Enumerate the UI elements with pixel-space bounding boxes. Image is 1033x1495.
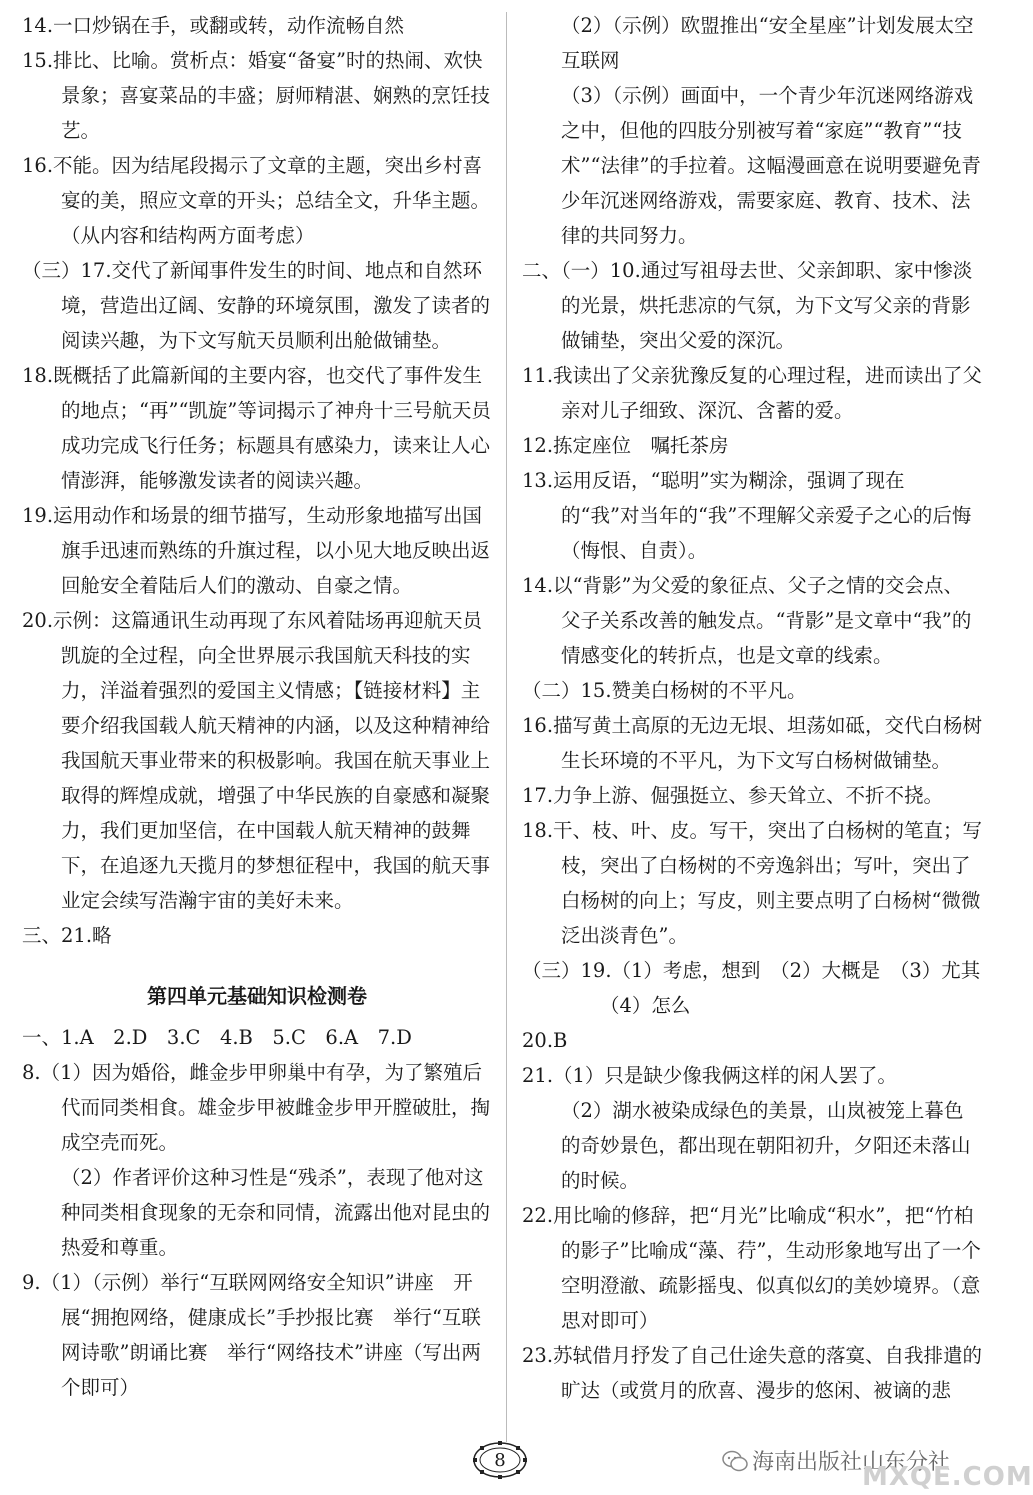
answer-item: 17.力争上游、倔强挺立、参天耸立、不折不挠。 [522,784,944,807]
answer-item: 20.示例：这篇通讯生动再现了东风着陆场再迎航天员凯旋的全过程，向全世界展示我国航天科技的实力，洋溢着强烈的爱国主义情感；【链接材料】主要介绍我国载人航天精神的内涵，以及这种精神给我国航天事业带来的积极影响。我国在航天事业上取得的辉煌成就，增强了中华民族的自豪感和凝聚力，我们更加坚信，在中国载人航天精神的鼓舞下，在追逐九天揽月的梦想征程中，我国的航天事业定会续写浩瀚宇宙的美好未来。 [22,609,491,912]
answer-item: 20.B [522,1029,568,1052]
answer-item: 23.苏轼借月抒发了自己仕途失意的落寞、自我排遣的旷达（或赏月的欣喜、漫步的悠闲、被谪的悲 [522,1344,983,1402]
answer-item: 16.不能。因为结尾段揭示了文章的主题，突出乡村喜宴的美，照应文章的开头；总结全文，升华主题。（从内容和结构两方面考虑） [22,154,491,247]
answer-item: 16.描写黄土高原的无边无垠、坦荡如砥，交代白杨树生长环境的不平凡，为下文写白杨树做铺垫。 [522,714,983,772]
answer-item: 18.既概括了此篇新闻的主要内容，也交代了事件发生的地点；“再”“凯旋”等词揭示了神舟十三号航天员成功完成飞行任务；标题具有感染力，读来让人心情澎湃，能够激发读者的阅读兴趣。 [22,364,491,492]
left-column [22,8,492,1405]
answer-item: 14.一口炒锅在手，或翻或转，动作流畅自然 [22,14,405,37]
answer-item: （3）（示例）画面中，一个青少年沉迷网络游戏之中，但他的四肢分别被写着“家庭”“教育”“技术”“法律”的手拉着。这幅漫画意在说明要避免青少年沉迷网络游戏，需要家庭、教育、技术、法律的共同努力。 [561,84,981,247]
answer-item: 21.（1）只是缺少像我俩这样的闲人罢了。 [522,1064,897,1087]
answer-item: （三）17.交代了新闻事件发生的时间、地点和自然环境，营造出辽阔、安静的环境氛围，激发了读者的阅读兴趣，为下文写航天员顺利出舱做铺垫。 [22,259,491,352]
answer-item: 19.运用动作和场景的细节描写，生动形象地描写出国旗手迅速而熟练的升旗过程，以小见大地反映出返回舱安全着陆后人们的激动、自豪之情。 [22,504,491,597]
page-number: 8 [494,1449,506,1471]
answer-item: 13.运用反语，“聪明”实为糊涂，强调了现在的“我”对当年的“我”不理解父亲爱子之心的后悔（悔恨、自责）。 [522,469,972,562]
answer-item: 14.以“背影”为父爱的象征点、父子之情的交会点、父子关系改善的触发点。“背影”是文章中“我”的情感变化的转折点，也是文章的线索。 [522,574,972,667]
answer-item: 15.排比、比喻。赏析点：婚宴“备宴”时的热闹、欢快景象；喜宴菜品的丰盛；厨师精湛、娴熟的烹饪技艺。 [22,49,491,142]
watermark-logo: MXQE.COM [862,1462,1033,1492]
page-number-badge [470,1440,530,1480]
answer-item: 8.（1）因为婚俗，雌金步甲卵巢中有孕，为了繁殖后代而同类相食。雄金步甲被雌金步甲开膛破肚，掏成空壳而死。 [22,1061,491,1154]
answer-item: 二、（一）10.通过写祖母去世、父亲卸职、家中惨淡的光景，烘托悲凉的气氛，为下文写父亲的背影做铺垫，突出父爱的深沉。 [522,259,973,352]
answer-item: 12.拣定座位 嘱托茶房 [522,434,729,457]
answer-item: 三、21.略 [22,924,112,947]
answer-item: 一、1.A 2.D 3.C 4.B 5.C 6.A 7.D [22,1026,412,1049]
right-column [522,8,982,1408]
answer-item: （2）（示例）欧盟推出“安全星座”计划发展太空互联网 [561,14,974,72]
column-divider [506,12,507,1442]
answer-item: 22.用比喻的修辞，把“月光”比喻成“积水”，把“竹柏的影子”比喻成“藻、荇”，生动形象地写出了一个空明澄澈、疏影摇曳、似真似幻的美妙境界。（意思对即可） [522,1204,981,1332]
watermark-text: 海南出版社山东分社 [752,1450,951,1475]
wechat-icon [722,1450,748,1472]
answer-item: （三）19.（1）考虑，想到 （2）大概是 （3）尤其（4）怎么 [522,959,981,1017]
section-title: 第四单元基础知识检测卷 [147,984,367,1008]
answer-item: （二）15.赞美白杨树的不平凡。 [522,679,807,702]
answer-item: （2）湖水被染成绿色的美景，山岚被笼上暮色的奇妙景色，都出现在朝阳初升，夕阳还未落山的时候。 [561,1099,971,1192]
answer-item: 11.我读出了父亲犹豫反复的心理过程，进而读出了父亲对儿子细致、深沉、含蓄的爱。 [522,364,983,422]
answer-item: 9.（1）（示例）举行“互联网网络安全知识”讲座 开展“拥抱网络，健康成长”手抄报比赛 举行“互联网诗歌”朗诵比赛 举行“网络技术”讲座（写出两个即可） [22,1271,481,1399]
answer-item: 18.干、枝、叶、皮。写干，突出了白杨树的笔直；写枝，突出了白杨树的不旁逸斜出；写叶，突出了白杨树的向上；写皮，则主要点明了白杨树“微微泛出淡青色”。 [522,819,983,947]
answer-item: （2）作者评价这种习性是“残杀”，表现了他对这种同类相食现象的无奈和同情，流露出他对昆虫的热爱和尊重。 [61,1166,491,1259]
